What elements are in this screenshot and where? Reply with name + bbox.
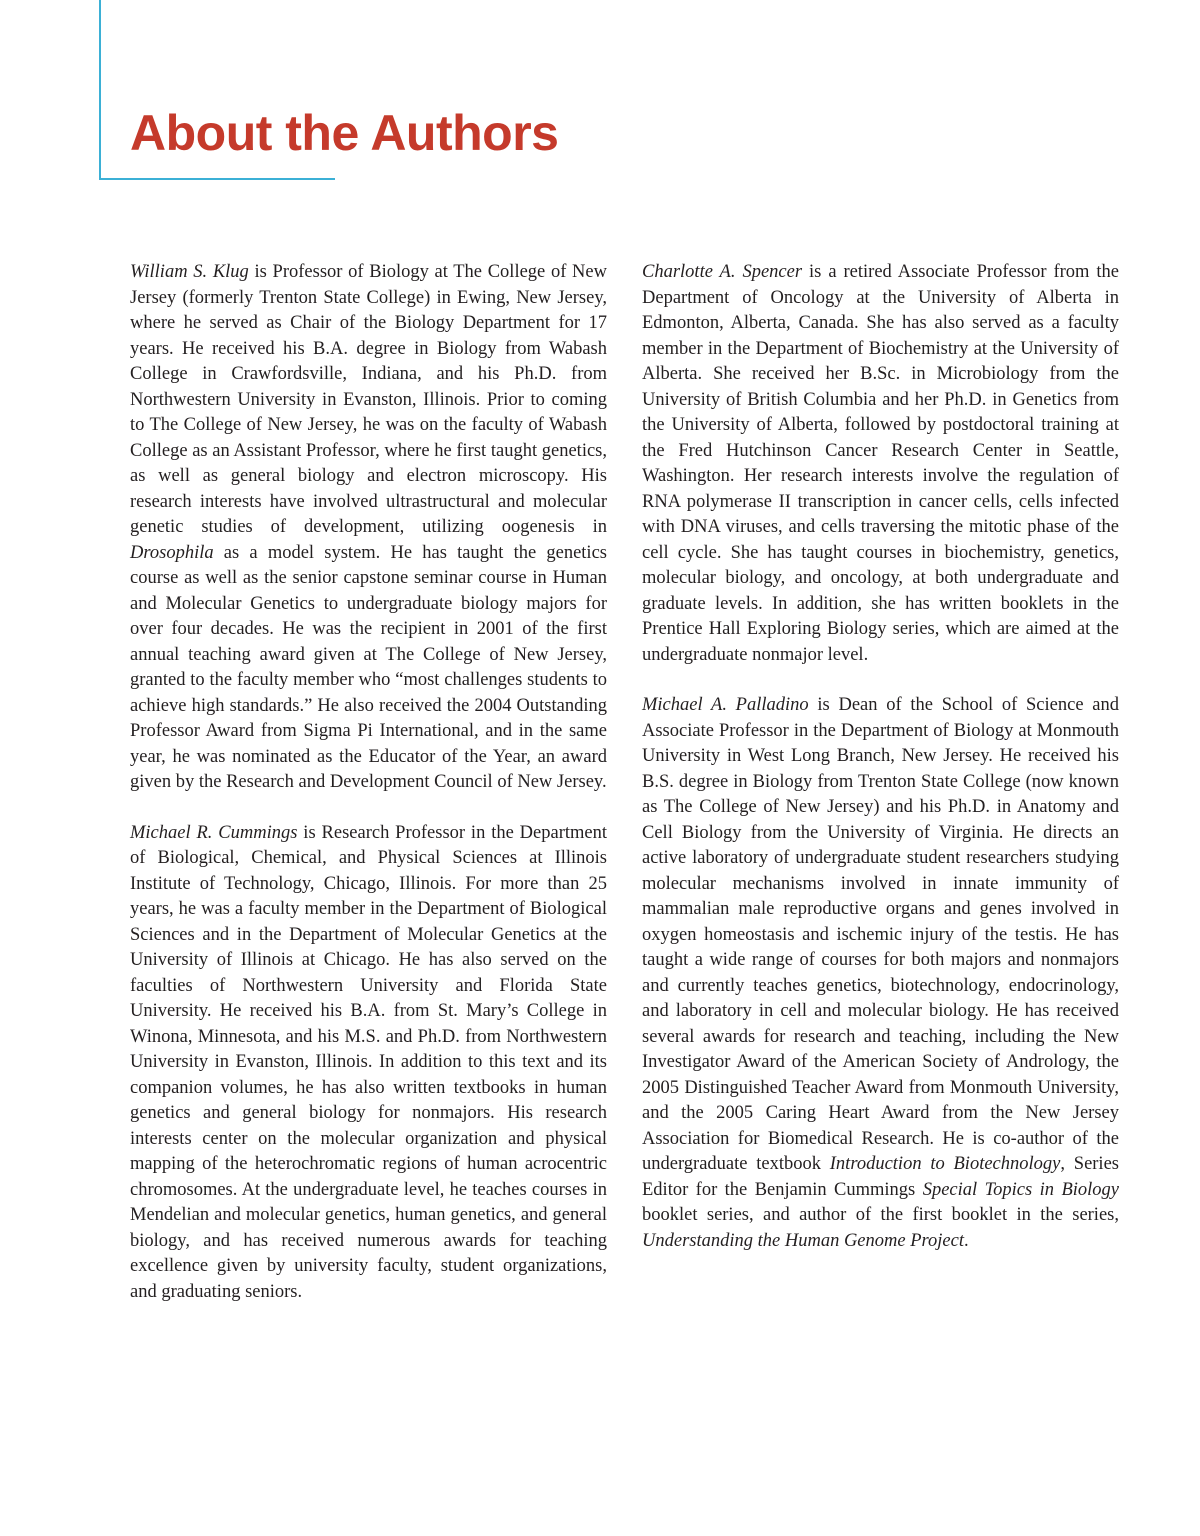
page-title: About the Authors (130, 105, 559, 161)
bio-text: booklet series, and author of the first booklet in the series, (642, 1205, 1119, 1225)
left-column (130, 260, 607, 1330)
author-name-klug: William S. Klug (130, 262, 249, 282)
bio-text: is Research Professor in the Department of Biological, Chemical, and Physical Sciences at Illinois Institute of Technology, Chicago, Illinois. For more than 25 years, he was a faculty member in the Department of Biological Sciences and in the Department of Molecular Genetics at the University of Illinois at Chicago. He has also served on the faculties of Northwestern University and Florida State University. He received his B.A. from St. Mary’s College in Winona, Minnesota, and his M.S. and Ph.D. from Northwestern University in Evanston, Illinois. In addition to this text and its companion volumes, he has also written textbooks in human genetics and general biology for nonmajors. His research interests center on the molecular organization and physical mapping of the heterochromatic regions of human acrocentric chromosomes. At the undergraduate level, he teaches courses in Mendelian and molecular genetics, human genetics, and general biology, and has received numerous awards for teaching excellence given by university faculty, student organizations, and graduating seniors. (130, 822, 607, 1302)
accent-vertical-rule (99, 0, 101, 180)
bio-spencer (642, 260, 1119, 668)
bio-palladino (642, 693, 1119, 1254)
booklet-title-italic: Understanding the Human Genome Project (642, 1230, 964, 1251)
bio-text: as a model system. He has taught the genetics course as well as the senior capstone seminar course in Human and Molecular Genetics to undergraduate biology majors for over four decades. He was the recipient in 2001 of the first annual teaching award given at The College of New Jersey, granted to the faculty member who “most challenges students to achieve high standards.” He also received the 2004 Outstanding Professor Award from Sigma Pi International, and in the same year, he was nominated as the Educator of the Year, an award given by the Research and Development Council of New Jersey. (130, 542, 607, 792)
book-title-italic: Introduction to Biotechnology (829, 1154, 1061, 1174)
author-name-spencer: Charlotte A. Spencer (642, 262, 803, 282)
bio-text: is Professor of Biology at The College of New Jersey (formerly Trenton State College) in Ewing, New Jersey, where he served as Chair of the Biology Department for 17 years. He received his B.A. degree in Biology from Wabash College in Crawfordsville, Indiana, and his Ph.D. from Northwestern University in Evanston, Illinois. Prior to coming to The College of New Jersey, he was on the faculty of Wabash College as an Assistant Professor, where he first taught genetics, as well as general biology and electron microscopy. His research interests have involved ultrastructural and molecular genetic studies of development, utilizing oogenesis in (130, 262, 607, 537)
author-name-palladino: Michael A. Palladino (642, 695, 809, 715)
accent-horizontal-rule (99, 178, 335, 180)
bio-text: , Series Editor for the Benjamin Cummings (642, 1154, 1119, 1200)
bio-cummings (130, 821, 607, 1306)
series-title-italic: Special Topics in Biology (922, 1179, 1119, 1200)
bio-italic-term: Drosophila (130, 542, 214, 563)
author-name-cummings: Michael R. Cummings (130, 822, 298, 843)
bio-text: . (963, 1230, 969, 1251)
bio-text: is a retired Associate Professor from the Department of Oncology at the University of Alberta in Edmonton, Alberta, Canada. She has also served as a faculty member in the Department of Biochemistry at the University of Alberta. She received her B.Sc. in Microbiology from the University of British Columbia and her Ph.D. in Genetics from the University of Alberta, followed by postdoctoral training at the Fred Hutchinson Cancer Research Center in Seattle, Washington. Her research interests involve the regulation of RNA polymerase II transcription in cancer cells, cells infected with DNA viruses, and cells traversing the mitotic phase of the cell cycle. She has taught courses in biochemistry, genetics, molecular biology, and oncology, at both undergraduate and graduate levels. In addition, she has written booklets in the Prentice Hall Exploring Biology series, which are aimed at the undergraduate nonmajor level. (642, 262, 1119, 665)
bio-klug (130, 260, 607, 796)
bio-text: is Dean of the School of Science and Associate Professor in the Department of Biology at Monmouth University in West Long Branch, New Jersey. He received his B.S. degree in Biology from Trenton State College (now known as The College of New Jersey) and his Ph.D. in Anatomy and Cell Biology from the University of Virginia. He directs an active laboratory of undergraduate student researchers studying molecular mechanisms involved in innate immunity of mammalian male reproductive organs and genes involved in oxygen homeostasis and ischemic injury of the testis. He has taught a wide range of courses for both majors and nonmajors and currently teaches genetics, biotechnology, endocrinology, and laboratory in cell and molecular biology. He has received several awards for research and teaching, including the New Investigator Award of the American Society of Andrology, the 2005 Distinguished Teacher Award from Monmouth University, and the 2005 Caring Heart Award from the New Jersey Association for Biomedical Research. He is co-author of the undergraduate textbook (642, 695, 1119, 1174)
right-column (642, 260, 1119, 1279)
